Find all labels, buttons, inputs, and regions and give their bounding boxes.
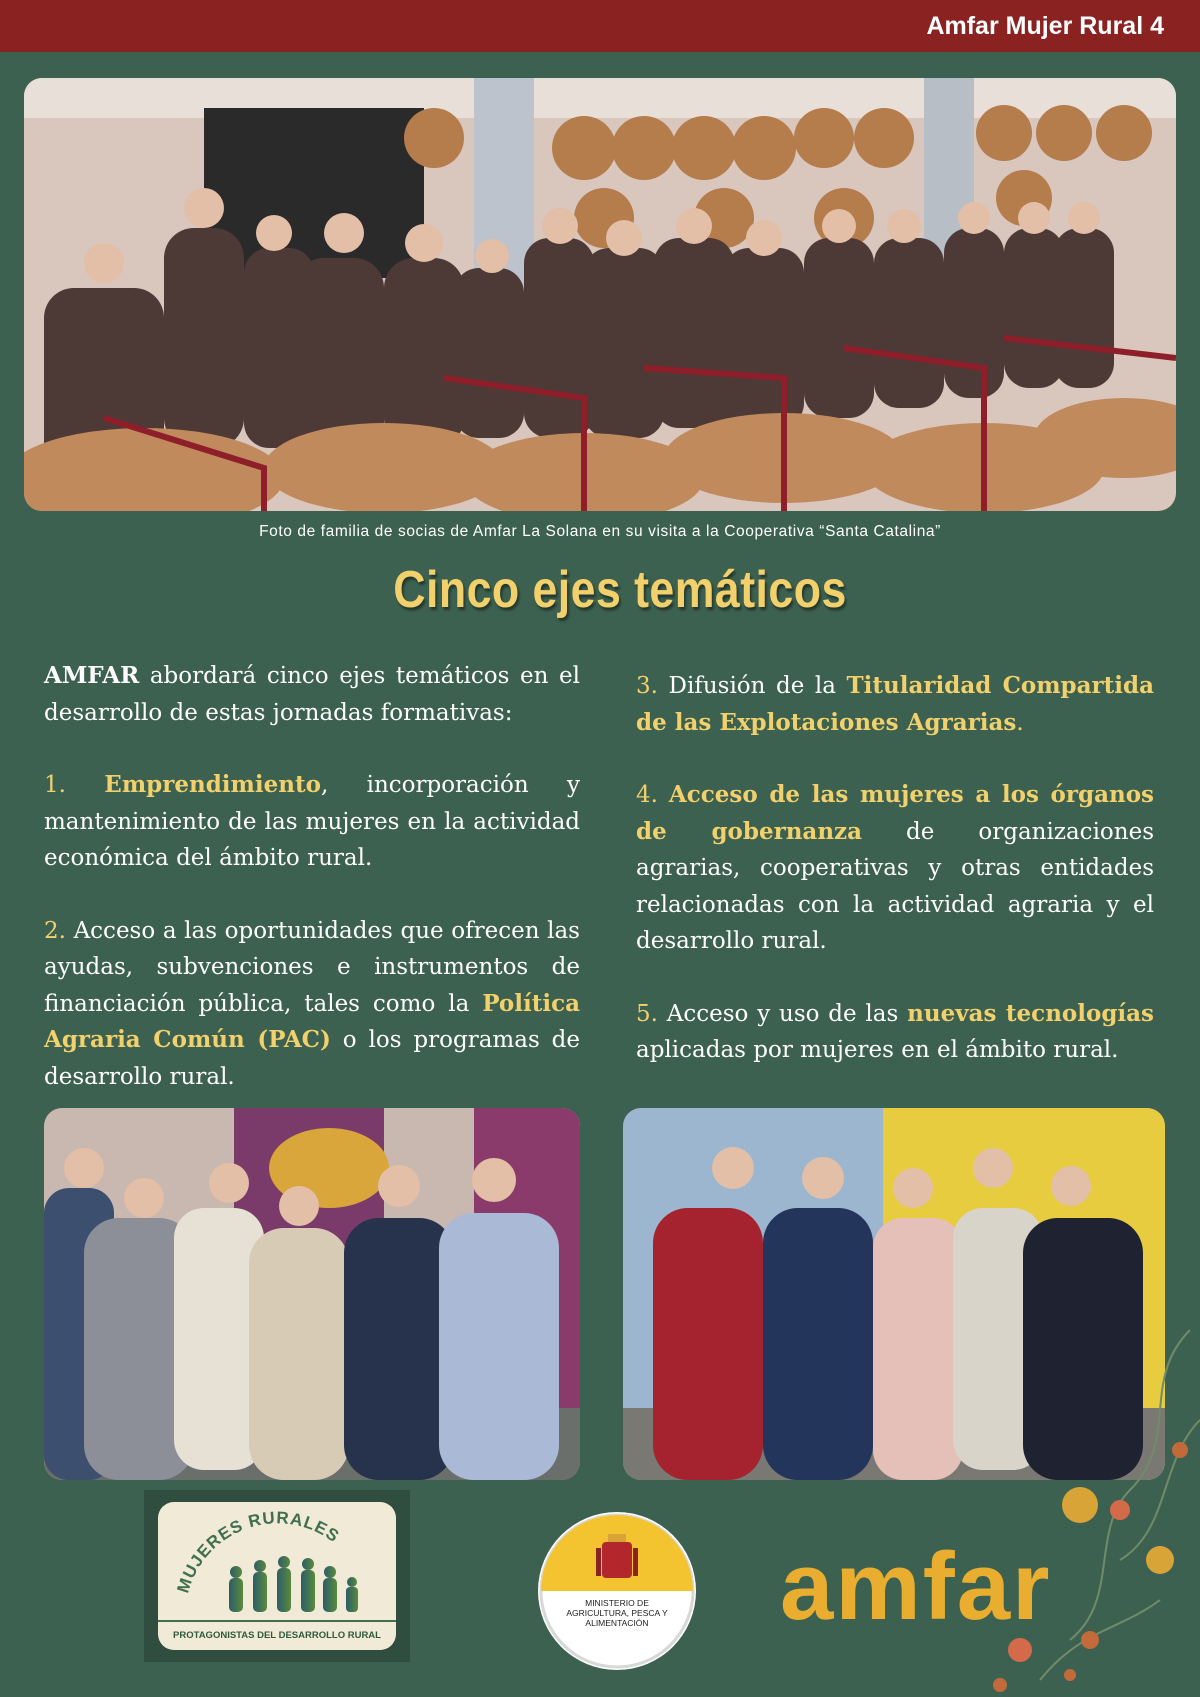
ministry-seal	[538, 1512, 696, 1670]
header-title: Amfar Mujer Rural 4	[926, 12, 1164, 40]
item-2-highlight: Política Agraria Común (PAC)	[44, 989, 580, 1053]
item-4	[636, 777, 1154, 960]
photo-caption: Foto de familia de socias de Amfar La Solana en su visita a la Cooperativa “Santa Catalina”	[259, 523, 941, 540]
item-3-part-2: .	[1016, 709, 1024, 736]
item-1-part-2: , incorporación y mantenimiento de las mujeres en la actividad económica del ámbito rural.	[44, 772, 580, 871]
group-photo-left	[44, 1108, 580, 1480]
item-3-part-0: Difusión de la	[657, 673, 847, 699]
item-4-part-0	[658, 782, 669, 808]
item-3	[636, 668, 1154, 741]
item-2-part-0: Acceso a las oportunidades que ofrecen las ayudas, subvenciones e instrumentos de financiación pública, tales como la	[44, 917, 580, 1017]
item-3-number: 3.	[636, 673, 658, 699]
item-2-part-2: o los programas de desarrollo rural.	[44, 1027, 580, 1090]
item-1-highlight: Emprendimiento	[104, 771, 321, 798]
column-left	[44, 658, 580, 1131]
item-5-part-0: Acceso y uso de las	[657, 1000, 908, 1027]
intro-strong: AMFAR	[44, 662, 140, 689]
item-1-number: 1.	[44, 772, 66, 798]
mujeres-rurales-logo	[158, 1502, 396, 1650]
item-4-number: 4.	[636, 782, 658, 808]
item-4-highlight: Acceso de las mujeres a los órganos de gobernanza	[636, 781, 1155, 845]
amfar-logo: amfar	[780, 1533, 1052, 1640]
coat-of-arms-icon	[602, 1542, 632, 1578]
section-title: Cinco ejes temáticos	[393, 561, 847, 619]
item-5	[636, 996, 1154, 1069]
column-right	[636, 668, 1154, 1105]
item-2-number: 2.	[44, 917, 66, 944]
intro-text: abordará cinco ejes temáticos en el desarrollo de estas jornadas formativas:	[44, 663, 580, 726]
mujeres-rurales-subtitle: PROTAGONISTAS DEL DESARROLLO RURAL	[173, 1630, 381, 1641]
cellar-group-photo	[24, 78, 1176, 511]
item-2	[44, 913, 580, 1096]
item-1-part-0	[66, 772, 104, 798]
item-5-number: 5.	[636, 1000, 658, 1027]
ministry-label: MINISTERIO DE AGRICULTURA, PESCA Y ALIMENTACIÓN	[566, 1598, 668, 1628]
header-bar	[0, 0, 1200, 52]
item-1	[44, 767, 580, 877]
item-3-highlight: Titularidad Compartida de las Explotaciones Agrarias	[636, 672, 1154, 736]
item-4-part-2: de organizaciones agrarias, cooperativas y otras entidades relacionadas con la actividad agraria y el desarrollo rural.	[636, 818, 1154, 954]
intro-paragraph	[44, 658, 580, 731]
item-5-part-2: aplicadas por mujeres en el ámbito rural.	[636, 1037, 1119, 1063]
mujeres-rurales-title: MUJERES RURALES	[173, 1508, 344, 1596]
item-5-highlight: nuevas tecnologías	[907, 999, 1154, 1027]
